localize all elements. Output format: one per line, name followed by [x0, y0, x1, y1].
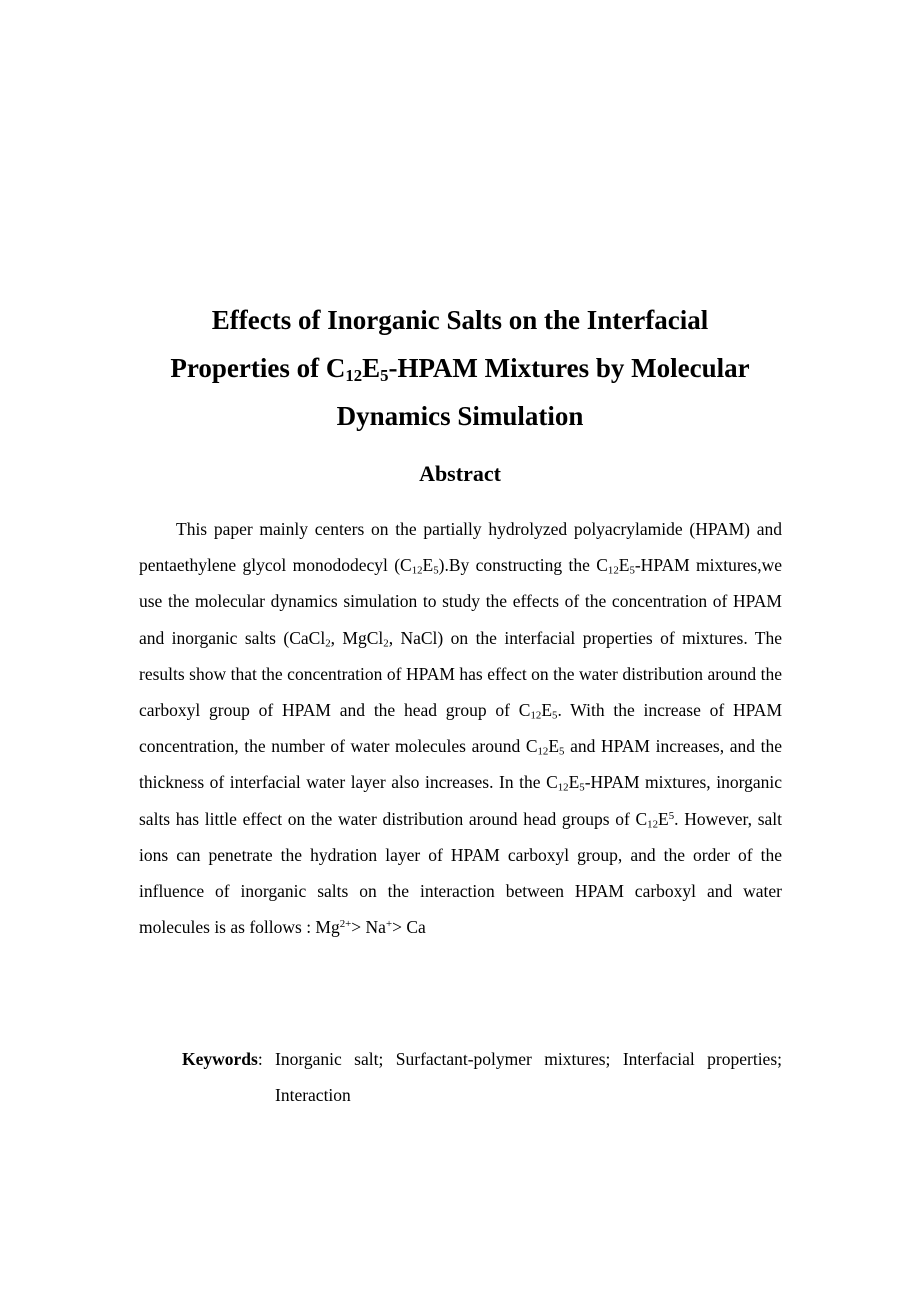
title-subscript: 12 — [345, 366, 363, 386]
keywords-label — [182, 1041, 263, 1077]
abstract-text: -HPAM mixtures,we use the molecular dynamics simulation to study the effects of the concentration of HPAM and inorganic salts (CaCl — [139, 555, 783, 648]
abstract-text: . With the increase of HPAM concentration, the number of water molecules around C — [139, 700, 782, 757]
subscript: 5 — [552, 709, 558, 722]
keywords-block — [182, 1041, 782, 1113]
abstract-text: > Na — [351, 917, 386, 938]
abstract-text: . However, salt ions can penetrate the hydration layer of HPAM carboxyl group, and the order of the influence of inorganic salts on the interaction between HPAM carboxyl and water molecules is as follows : Mg — [139, 808, 782, 938]
abstract-text: E — [658, 808, 669, 829]
title-text: Properties of C — [170, 353, 346, 383]
abstract-text: , MgCl — [330, 627, 384, 648]
abstract-text: E — [548, 736, 560, 757]
subscript: 12 — [607, 564, 619, 577]
subscript: 12 — [530, 709, 542, 722]
paper-title — [100, 296, 820, 440]
abstract-text: E — [541, 700, 553, 721]
abstract-text: and HPAM increases, and the thickness of interfacial water layer also increases. In the C — [139, 736, 782, 793]
subscript: 2 — [325, 637, 331, 650]
subscript: 12 — [647, 818, 659, 831]
title-line-2 — [170, 353, 750, 386]
subscript: 2 — [383, 637, 389, 650]
title-subscript: 5 — [380, 366, 389, 386]
subscript: 12 — [537, 745, 549, 758]
abstract-text: , NaCl) on the interfacial properties of mixtures. The results show that the concentration of HPAM has effect on the water distribution around the carboxyl group of HPAM and the head group of C — [139, 627, 782, 721]
superscript: 2+ — [339, 918, 352, 931]
abstract-text: > Ca — [392, 917, 426, 938]
subscript: 12 — [557, 782, 569, 795]
title-text: E — [362, 353, 381, 383]
abstract-text: E — [568, 772, 580, 793]
abstract-body — [139, 511, 782, 945]
abstract-text: ).By constructing the C — [438, 555, 608, 576]
subscript: 5 — [579, 782, 585, 795]
abstract-text: E — [618, 555, 630, 576]
title-line-1: Effects of Inorganic Salts on the Interfacial — [211, 305, 709, 335]
superscript: + — [385, 918, 393, 931]
abstract-text: E — [422, 555, 434, 576]
superscript: 5 — [668, 809, 675, 822]
abstract-text: This paper mainly centers on the partially hydrolyzed polyacrylamide (HPAM) and pentaethylene glycol monododecyl (C — [139, 519, 782, 576]
subscript: 5 — [433, 564, 439, 577]
abstract-heading: Abstract — [419, 461, 501, 486]
subscript: 5 — [629, 564, 635, 577]
subscript: 5 — [559, 745, 565, 758]
keywords-text: Inorganic salt; Surfactant-polymer mixtures; Interfacial properties; Interaction — [275, 1049, 782, 1106]
abstract-text: -HPAM mixtures, inorganic salts has little effect on the water distribution around head groups of C — [139, 772, 782, 829]
keywords-label-text: Keywords — [182, 1049, 258, 1069]
title-text: -HPAM Mixtures by Molecular — [388, 353, 750, 383]
keywords-colon: : — [257, 1049, 263, 1069]
subscript: 12 — [411, 564, 423, 577]
abstract-paragraph — [139, 511, 782, 945]
title-line-3: Dynamics Simulation — [336, 401, 584, 431]
